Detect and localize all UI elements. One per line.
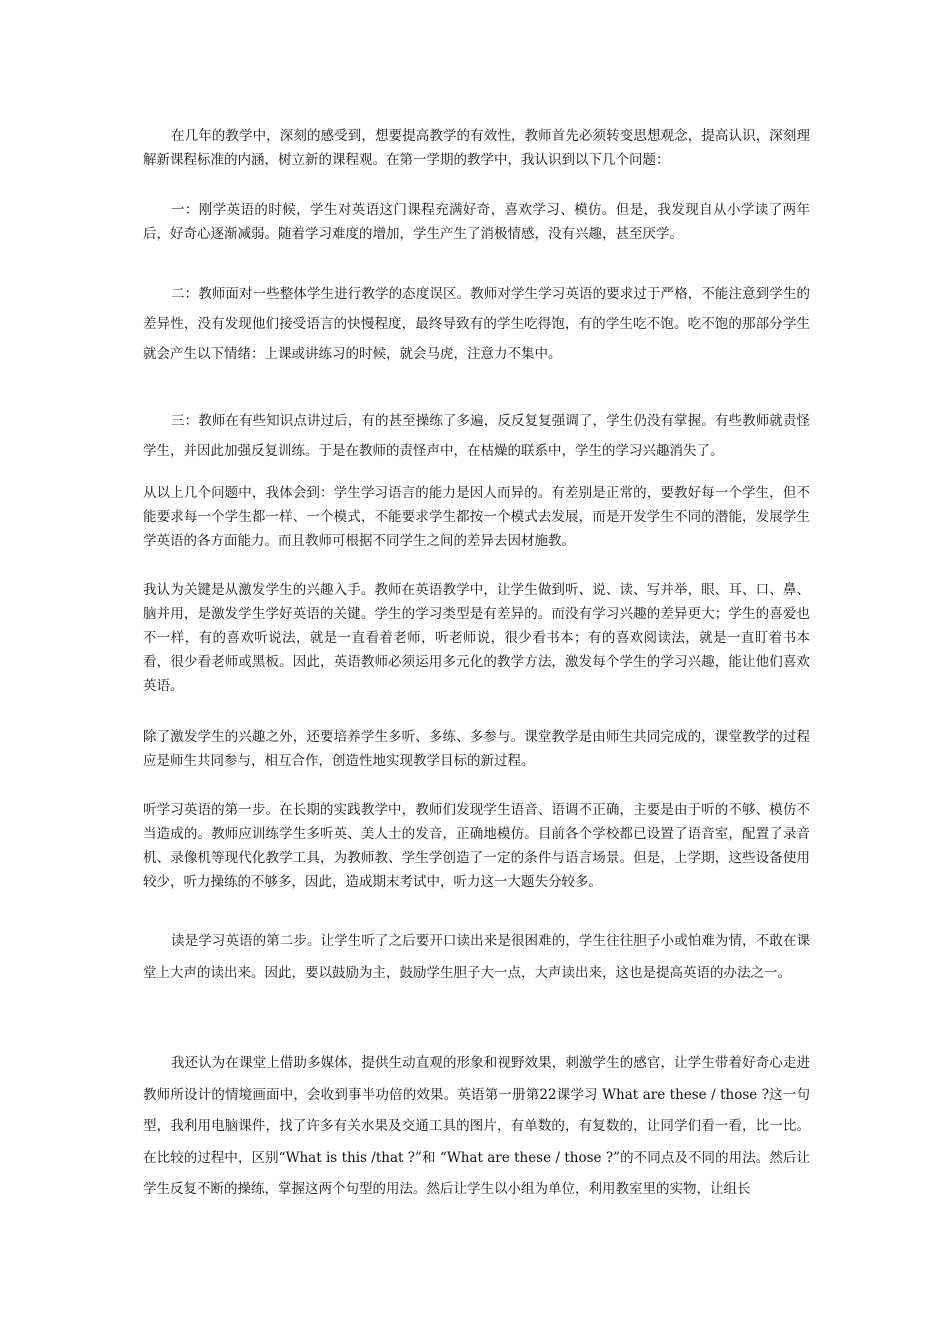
- paragraph-reflection: 从以上几个问题中，我体会到：学生学习语言的能力是因人而异的。有差别是正常的，要教好每一个学生，但不能要求每一个学生都一样、一个模式，不能要求学生都按一个模式去发展，而是开发学生不同的潜能，发展学生学英语的各方面能力。而且教师可根据不同学生之间的差异去因材施教。: [143, 485, 810, 549]
- paragraph-listening: 听学习英语的第一步。在长期的实践教学中，教师们发现学生语音、语调不正确，主要是由于听的不够、模仿不当造成的。教师应训练学生多听英、美人士的发音，正确地模仿。目前各个学校都已设置了语音室，配置了录音机、录像机等现代化教学工具，为教师教、学生学创造了一定的条件与语言场景。但是，上学期，这些设备使用较少，听力操练的不够多，因此，造成期末考试中，听力这一大题失分较多。: [143, 802, 810, 890]
- paragraph-problem-three: 三：教师在有些知识点讲过后，有的甚至操练了多遍，反反复复强调了，学生仍没有掌握。有些教师就责怪学生，并因此加强反复训练。于是在教师的责怪声中，在枯燥的联系中，学生的学习兴趣消失了。: [143, 413, 810, 459]
- paragraph-problem-one: 一：刚学英语的时候，学生对英语这门课程充满好奇，喜欢学习、模仿。但是，我发现自从小学读了两年后，好奇心逐渐减弱。随着学习难度的增加，学生产生了消极情感，没有兴趣，甚至厌学。: [143, 202, 810, 242]
- paragraph-reading: 读是学习英语的第二步。让学生听了之后要开口读出来是很困难的，学生往往胆子小或怕难为情，不敢在课堂上大声的读出来。因此，要以鼓励为主，鼓励学生胆子大一点，大声读出来，这也是提高英语的办法之一。: [143, 933, 810, 981]
- paragraph-interest: 我认为关键是从激发学生的兴趣入手。教师在英语教学中，让学生做到听、说、读、写并举，眼、耳、口、鼻、脑并用，是激发学生学好英语的关键。学生的学习类型是有差异的。而没有学习兴趣的差异更大；学生的喜爱也不一样，有的喜欢听说法，就是一直看着老师，听老师说，很少看书本；有的喜欢阅读法，就是一直盯着书本看，很少看老师或黑板。因此，英语教师必须运用多元化的教学方法，激发每个学生的学习兴趣，能让他们喜欢英语。: [143, 582, 810, 694]
- paragraph-problem-two: 二：教师面对一些整体学生进行教学的态度误区。教师对学生学习英语的要求过于严格，不能注意到学生的差异性，没有发现他们接受语言的快慢程度，最终导致有的学生吃得饱，有的学生吃不饱。吃不饱的那部分学生就会产生以下情绪：上课或讲练习的时候，就会马虎，注意力不集中。: [143, 286, 810, 362]
- paragraph-participation: 除了激发学生的兴趣之外，还要培养学生多听、多练、多参与。课堂教学是由师生共同完成的，课堂教学的过程应是师生共同参与，相互合作，创造性地实现教学目标的新过程。: [143, 729, 810, 769]
- paragraph-intro: 在几年的教学中，深刻的感受到，想要提高教学的有效性，教师首先必须转变思想观念，提高认识，深刻理解新课程标准的内涵，树立新的课程观。在第一学期的教学中，我认识到以下几个问题：: [143, 128, 810, 168]
- paragraph-multimedia: 我还认为在课堂上借助多媒体，提供生动直观的形象和视野效果，刺激学生的感官，让学生带着好奇心走进教师所设计的情境画面中，会收到事半功倍的效果。英语第一册第22课学习 What are these / those ?这一句型，我利用电脑课件，找了许多有关水果及交通工具的图片，有单数的，有复数的，让同学们看一看，比一比。在比较的过程中，区别“What is this /that ?”和 “What are these / those ?”的不同点及不同的用法。然后让学生反复不断的操练，掌握这两个句型的用法。然后让学生以小组为单位，利用教室里的实物，让组长: [143, 1055, 810, 1197]
